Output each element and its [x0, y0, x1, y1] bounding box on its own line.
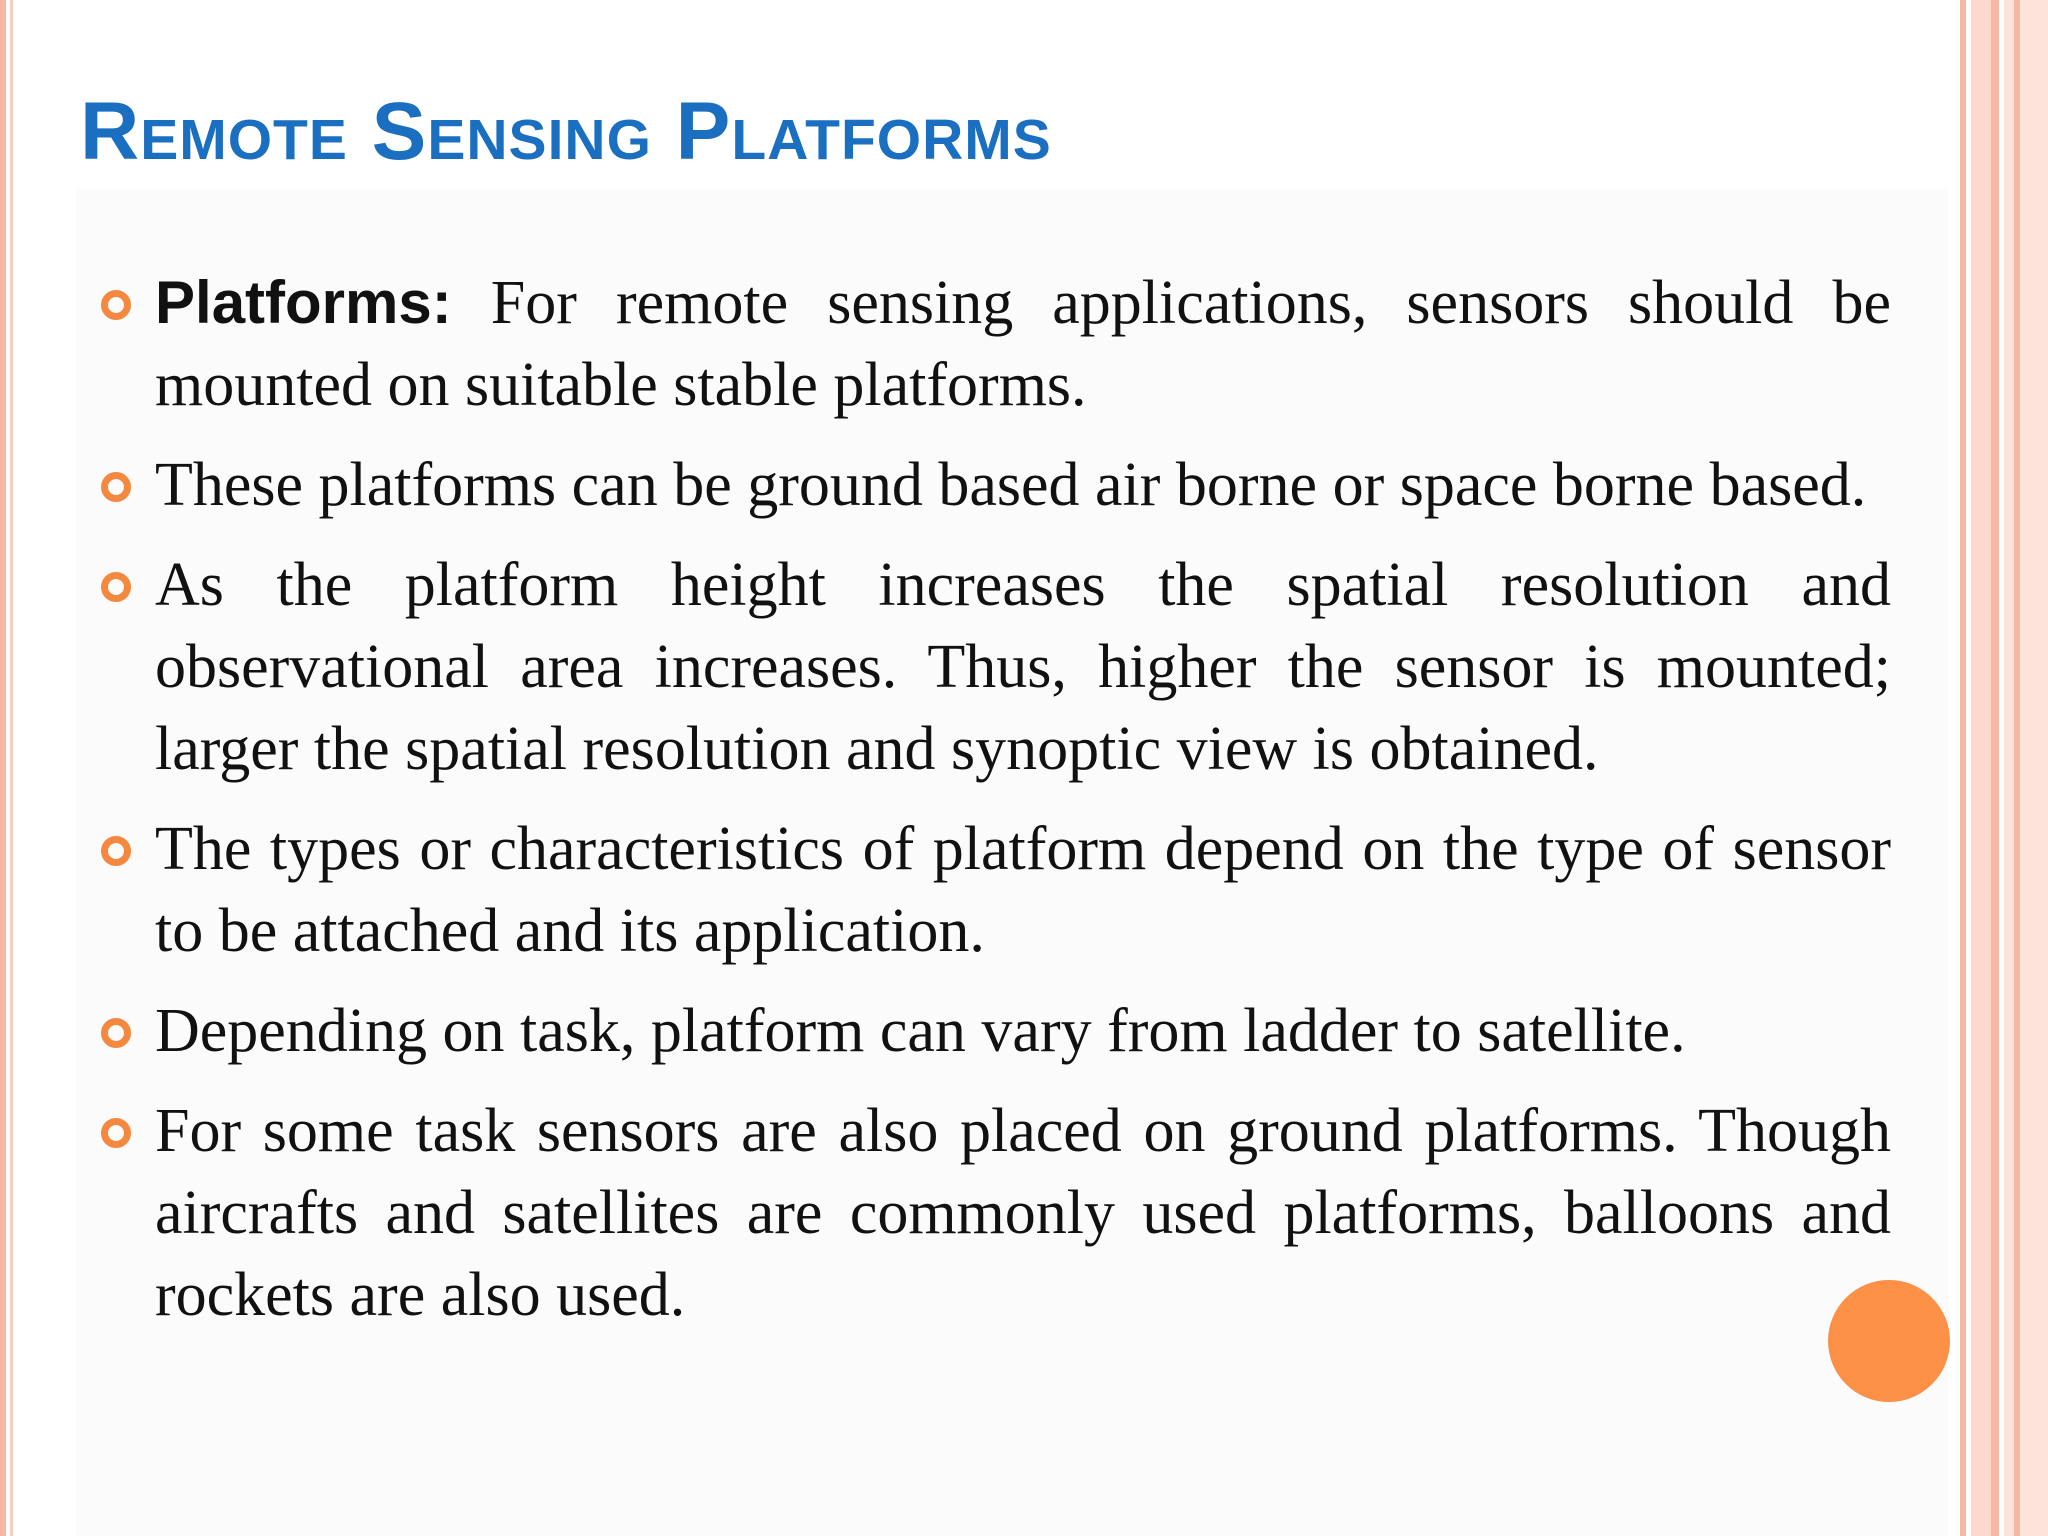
- bullet-list: [95, 262, 1891, 1354]
- hollow-circle-bullet-icon: [101, 472, 131, 502]
- bullet-lead: Platforms:: [155, 269, 452, 336]
- slide-title: Remote Sensing Platforms: [80, 86, 1052, 177]
- border-stripe-right-3: [1991, 0, 1999, 1536]
- bullet-item: [95, 262, 1891, 426]
- bullet-item: [95, 990, 1891, 1072]
- bullet-item: [95, 444, 1891, 526]
- bullet-text: For remote sensing applications, sensors should be mounted on suitable stable platforms.: [155, 269, 1891, 419]
- bullet-text: The types or characteristics of platform depend on the type of sensor to be attached and its application.: [155, 815, 1891, 965]
- hollow-circle-bullet-icon: [101, 290, 131, 320]
- hollow-circle-bullet-icon: [101, 1118, 131, 1148]
- bullet-text: As the platform height increases the spatial resolution and observational area increases. Thus, higher the sensor is mounted; larger the spatial resolution and synoptic view is obtained.: [155, 551, 1891, 783]
- hollow-circle-bullet-icon: [101, 572, 131, 602]
- bullet-text: For some task sensors are also placed on ground platforms. Though aircrafts and satellites are commonly used platforms, balloons and rockets are also used.: [155, 1097, 1891, 1329]
- bullet-item: [95, 544, 1891, 790]
- border-stripe-left-inner: [10, 0, 13, 1536]
- presenter-pointer-dot: [1828, 1280, 1950, 1402]
- hollow-circle-bullet-icon: [101, 836, 131, 866]
- bullet-text: Depending on task, platform can vary from ladder to satellite.: [155, 997, 1686, 1065]
- border-stripe-right-2: [1971, 0, 1991, 1536]
- border-stripe-right-1: [1960, 0, 1966, 1536]
- border-stripe-right-5: [2014, 0, 2020, 1536]
- bullet-text: These platforms can be ground based air borne or space borne based.: [155, 451, 1867, 519]
- border-stripe-left: [0, 0, 6, 1536]
- border-stripe-right-4: [2004, 0, 2048, 1536]
- hollow-circle-bullet-icon: [101, 1018, 131, 1048]
- bullet-item: [95, 1090, 1891, 1336]
- bullet-item: [95, 808, 1891, 972]
